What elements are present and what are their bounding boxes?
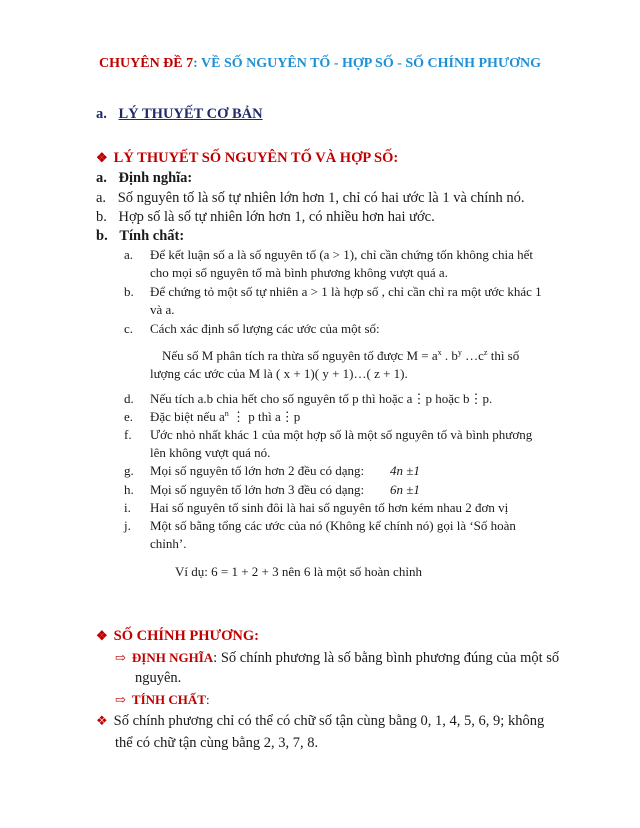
- property-marker-f: f.: [124, 427, 132, 442]
- definition-title: Định nghĩa:: [118, 170, 193, 186]
- property-marker-c: c.: [124, 321, 134, 336]
- section-a-heading: [96, 106, 263, 123]
- list-marker: b.: [96, 209, 107, 225]
- square-section-heading: [96, 628, 259, 645]
- properties-title: Tính chất:: [119, 228, 185, 244]
- property-h-expression: 6n ±1: [390, 482, 420, 497]
- divisor-formula-line2: lượng các ước của M là ( x + 1)( y + 1)…( z + 1).: [150, 366, 408, 381]
- property-marker-a: a.: [124, 247, 134, 262]
- property-c-line: Cách xác định số lượng các ước của một số:: [150, 321, 380, 336]
- prime-heading-text: LÝ THUYẾT SỐ NGUYÊN TỐ VÀ HỢP SỐ:: [113, 150, 399, 166]
- title-rest: : VỀ SỐ NGUYÊN TỐ - HỢP SỐ - SỐ CHÍNH PHƯƠNG: [193, 56, 541, 71]
- diamond-bullet-icon: ❖: [96, 713, 108, 728]
- property-marker-i: i.: [124, 500, 131, 515]
- definition-text: : Số chính phương là số bằng bình phương đúng của một số: [213, 650, 560, 666]
- definition-item-b: [96, 209, 435, 226]
- list-item-text: Hợp số là số tự nhiên lớn hơn 1, có nhiều hơn hai ước.: [118, 209, 435, 225]
- property-d-line: Nếu tích a.b chia hết cho số nguyên tố p thì hoặc a⋮p hoặc b⋮p.: [150, 391, 493, 406]
- property-a-line2: cho mọi số nguyên tố mà bình phương không vượt quá a.: [150, 265, 448, 280]
- right-arrow-icon: ⇨: [115, 650, 126, 665]
- right-arrow-icon: ⇨: [115, 692, 126, 707]
- perfect-number-example: Ví dụ: 6 = 1 + 2 + 3 nên 6 là một số hoàn chỉnh: [175, 564, 422, 579]
- definition-marker: a.: [96, 170, 107, 186]
- property-f-line1: Ước nhỏ nhất khác 1 của một hợp số là một số nguyên tố và bình phương: [150, 427, 533, 442]
- property-j-line2: chỉnh’.: [150, 536, 187, 551]
- property-marker-g: g.: [124, 463, 134, 478]
- property-g-expression: 4n ±1: [390, 463, 420, 478]
- square-definition: [115, 650, 559, 667]
- property-h-line: Mọi số nguyên tố lớn hơn 3 đều có dạng:: [150, 482, 365, 497]
- property-label: TÍNH CHẤT: [131, 692, 206, 707]
- property-marker-j: j.: [124, 518, 131, 533]
- property-g-line: Mọi số nguyên tố lớn hơn 2 đều có dạng:: [150, 463, 365, 478]
- property-marker-d: d.: [124, 391, 134, 406]
- properties-heading: [96, 228, 184, 245]
- diamond-bullet-icon: ❖: [96, 628, 108, 643]
- diamond-bullet-icon: ❖: [96, 150, 108, 165]
- section-a-title: LÝ THUYẾT CƠ BẢN: [118, 106, 263, 122]
- square-fact-line1: [96, 713, 544, 730]
- property-colon: :: [205, 692, 210, 707]
- property-marker-b: b.: [124, 284, 134, 299]
- property-b-line1: Để chứng tỏ một số tự nhiên a > 1 là hợp số , chỉ cần chỉ ra một ước khác 1: [150, 284, 542, 299]
- property-b-line2: và a.: [150, 302, 175, 317]
- divisor-formula-line1: Nếu số M phân tích ra thừa số nguyên tố được $M = a^x$ . $b^y$ $\dots c^z$ thì số: [162, 348, 520, 363]
- definition-item-a: [96, 190, 524, 207]
- property-j-line1: Một số bằng tổng các ước của nó (Không kể chính nó) gọi là ‘Số hoàn: [150, 518, 516, 533]
- property-marker-h: h.: [124, 482, 134, 497]
- square-heading-text: SỐ CHÍNH PHƯƠNG:: [113, 628, 259, 644]
- square-properties: [115, 692, 210, 709]
- page-title: [0, 56, 640, 72]
- title-lead: CHUYÊN ĐỀ 7: [99, 56, 194, 71]
- section-a-marker: a.: [96, 106, 107, 122]
- definition-heading: [96, 170, 192, 187]
- property-a-line1: Để kết luận số a là số nguyên tố (a > 1), chỉ cần chứng tốn không chia hết: [150, 247, 533, 262]
- property-f-line2: lên không vượt quá nó.: [150, 445, 271, 460]
- definition-label: ĐỊNH NGHĨA: [131, 650, 214, 665]
- list-item-text: Số nguyên tố là số tự nhiên lớn hơn 1, chỉ có hai ước là 1 và chính nó.: [117, 190, 525, 206]
- property-e-line: Đặc biệt nếu $a^n$ ⋮ p thì a⋮p: [150, 409, 301, 424]
- property-marker-e: e.: [124, 409, 134, 424]
- fact-text: Số chính phương chỉ có thể có chữ số tận cùng bằng 0, 1, 4, 5, 6, 9; không: [113, 713, 545, 729]
- properties-marker: b.: [96, 228, 108, 244]
- prime-section-heading: [96, 150, 398, 167]
- square-definition-line2: nguyên.: [135, 670, 182, 686]
- square-fact-line2: thể có chữ tận cùng bằng 2, 3, 7, 8.: [115, 735, 319, 751]
- property-i-line: Hai số nguyên tố sinh đôi là hai số nguyên tố hơn kém nhau 2 đơn vị: [150, 500, 509, 515]
- list-marker: a.: [96, 190, 107, 206]
